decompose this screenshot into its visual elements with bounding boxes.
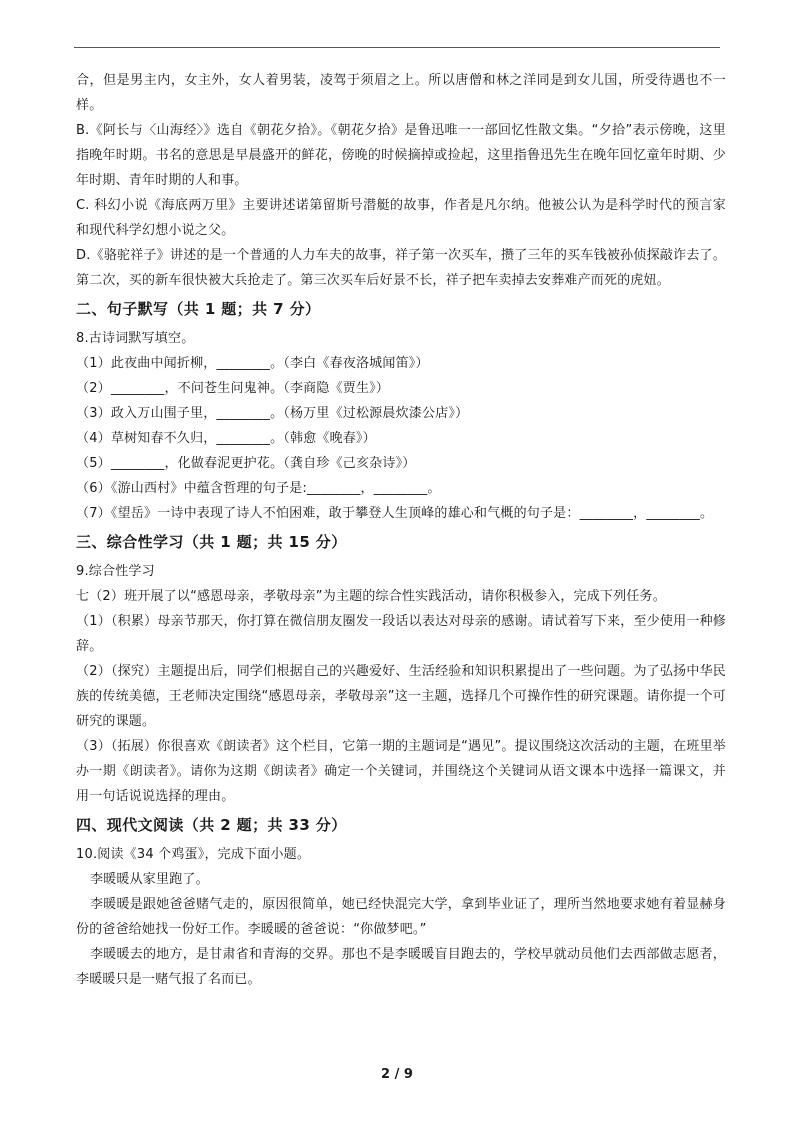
page-body [76, 68, 726, 992]
option-c: C. 科幻小说《海底两万里》主要讲述诺第留斯号潜艇的故事，作者是凡尔纳。他被公认为是科学时代的预言家和现代科学幻想小说之父。 [76, 198, 726, 238]
question-item: （6）《游山西村》中蕴含哲理的句子是:________，________。 [76, 481, 441, 496]
question-intro: 七（2）班开展了以“感恩母亲，孝敬母亲”为主题的综合性实践活动，请你积极参入，完成下列任务。 [76, 589, 666, 604]
question-item: （5）________，化做春泥更护花。（龚自珍《己亥杂诗》） [76, 456, 416, 471]
section-heading: 三、综合性学习（共 1 题；共 15 分） [76, 533, 347, 551]
page-number: 2 / 9 [381, 1067, 413, 1082]
question-title: 8.古诗词默写填空。 [76, 331, 195, 346]
question-item: （3）（拓展）你很喜欢《朗读者》这个栏目，它第一期的主题词是“遇见”。提议围绕这次活动的主题，在班里举办一期《朗读者》。请你为这期《朗读者》确定一个关键词，并围绕这个关键词从语文课本中选择一篇课文，并用一句话说说选择的理由。 [76, 739, 726, 804]
passage-paragraph: 李暖暖是跟她爸爸赌气走的，原因很简单，她已经快混完大学，拿到毕业证了，理所当然地要求她有着显赫身份的爸爸给她找一份好工作。李暖暖的爸爸说：“你做梦吧。” [76, 897, 726, 937]
question-item: （1）此夜曲中闻折柳，________。（李白《春夜洛城闻笛》） [76, 356, 429, 371]
section-heading: 四、现代文阅读（共 2 题；共 33 分） [76, 816, 347, 834]
question-item: （3）政入万山围子里，________。（杨万里《过松源晨炊漆公店》） [76, 406, 469, 421]
question-title: 10.阅读《34 个鸡蛋》，完成下面小题。 [76, 847, 311, 862]
question-item: （2）________，不问苍生问鬼神。（李商隐《贾生》） [76, 381, 390, 396]
question-title: 9.综合性学习 [76, 564, 155, 579]
option-d: D.《骆驼祥子》讲述的是一个普通的人力车夫的故事，祥子第一次买车，攒了三年的买车钱被孙侦探敲诈去了。第二次，买的新车很快被大兵抢走了。第三次买车后好景不长，祥子把车卖掉去安葬难产而死的虎妞。 [76, 248, 726, 288]
option-b: B.《阿长与〈山海经〉》选自《朝花夕拾》。《朝花夕拾》是鲁迅唯一一部回忆性散文集。“夕拾”表示傍晚，这里指晚年时期。书名的意思是早晨盛开的鲜花，傍晚的时候摘掉或捡起，这里指鲁迅先生在晚年回忆童年时期、少年时期、青年时期的人和事。 [76, 123, 726, 188]
question-item: （4）草树知春不久归，________。（韩愈《晚春》） [76, 431, 376, 446]
passage-paragraph: 李暖暖去的地方，是甘肃省和青海的交界。那也不是李暖暖盲目跑去的，学校早就动员他们去西部做志愿者，李暖暖只是一赌气报了名而已。 [76, 947, 726, 987]
passage-paragraph: 李暖暖从家里跑了。 [90, 872, 209, 887]
question-item: （2）（探究）主题提出后，同学们根据自己的兴趣爱好、生活经验和知识积累提出了一些问题。为了弘扬中华民族的传统美德，王老师决定围绕“感恩母亲，孝敬母亲”这一主题，选择几个可操作性的研究课题。请你提一个可研究的课题。 [76, 664, 726, 729]
question-item: （1）（积累）母亲节那天，你打算在微信朋友圈发一段话以表达对母亲的感谢。请试着写下来，至少使用一种修辞。 [76, 614, 726, 654]
section-heading: 二、句子默写（共 1 题；共 7 分） [76, 300, 321, 318]
question-item: （7）《望岳》一诗中表现了诗人不怕困难，敢于攀登人生顶峰的雄心和气概的句子是：________，________。 [76, 506, 714, 521]
header-rule [74, 47, 720, 48]
paragraph: 合，但是男主内，女主外，女人着男装，凌驾于须眉之上。所以唐僧和林之洋同是到女儿国，所受待遇也不一样。 [76, 73, 726, 113]
